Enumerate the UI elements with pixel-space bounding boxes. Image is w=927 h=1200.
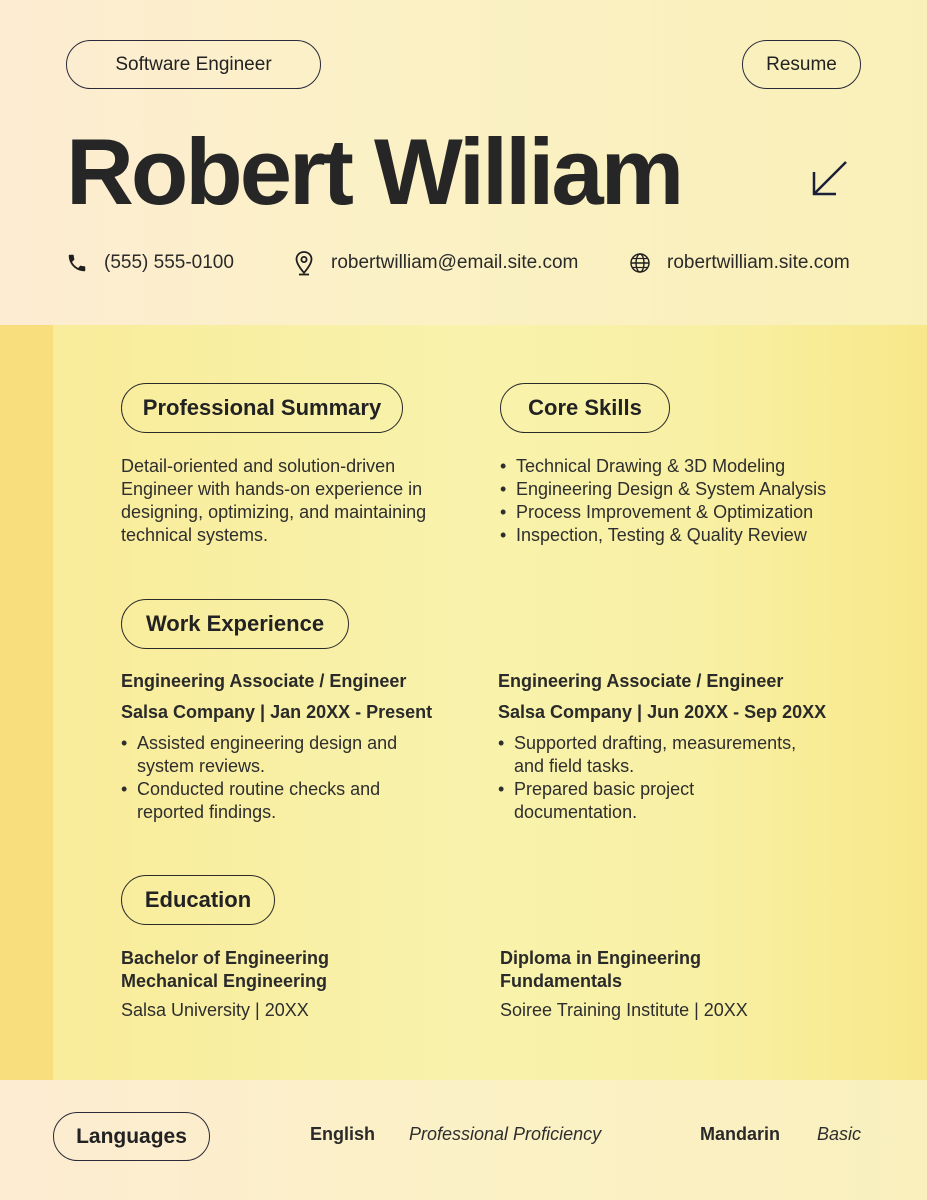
degree-line: Mechanical Engineering: [121, 971, 328, 991]
list-item: • Inspection, Testing & Quality Review: [499, 524, 859, 547]
degree-line: Diploma in Engineering: [500, 948, 702, 968]
skills-heading: Core Skills: [500, 383, 670, 433]
list-item: • Engineering Design & System Analysis: [499, 478, 859, 501]
list-item: • Technical Drawing & 3D Modeling: [499, 455, 859, 478]
education-school: Soiree Training Institute | 20XX: [500, 1000, 748, 1020]
contact-phone: [66, 248, 234, 278]
candidate-name: Robert William: [66, 119, 682, 224]
list-item: • Supported drafting, measurements, and field tasks.: [497, 732, 797, 778]
job-company: Salsa Company | Jun 20XX - Sep 20XX: [498, 702, 827, 722]
location-pin-icon: [293, 250, 315, 276]
phone-text: (555) 555-0100: [104, 252, 234, 273]
job-title: Engineering Associate / Engineer: [121, 671, 407, 691]
degree-line: Fundamentals: [500, 971, 623, 991]
arrow-down-left-icon: [808, 158, 850, 200]
list-item: • Prepared basic project documentation.: [497, 778, 797, 824]
degree-line: Bachelor of Engineering: [121, 948, 330, 968]
content-band-edge: [0, 325, 53, 1080]
website-text: robertwilliam.site.com: [667, 252, 850, 273]
resume-label-pill: Resume: [742, 40, 861, 89]
list-item: • Assisted engineering design and system reviews.: [120, 732, 400, 778]
role-pill: Software Engineer: [66, 40, 321, 89]
list-item: • Process Improvement & Optimization: [499, 501, 859, 524]
summary-heading: Professional Summary: [121, 383, 403, 433]
email-text: robertwilliam@email.site.com: [331, 252, 579, 273]
job-title: Engineering Associate / Engineer: [498, 671, 784, 691]
language-level: Basic: [817, 1124, 862, 1144]
language-name: Mandarin: [700, 1124, 781, 1144]
contact-email: [293, 248, 578, 278]
job-bullets: [120, 732, 400, 824]
education-heading: Education: [121, 875, 275, 925]
language-level: Professional Proficiency: [409, 1124, 602, 1144]
list-item: • Conducted routine checks and reported findings.: [120, 778, 400, 824]
experience-heading: Work Experience: [121, 599, 349, 649]
contact-website: [629, 248, 850, 278]
education-degree: [121, 947, 421, 993]
summary-text: Detail-oriented and solution-driven Engineer with hands-on experience in designing, optimizing, and maintaining technical systems.: [121, 456, 427, 545]
language-name: English: [310, 1124, 376, 1144]
job-bullets: [497, 732, 797, 824]
skills-list: [499, 455, 859, 547]
languages-heading: Languages: [53, 1112, 210, 1161]
globe-icon: [629, 252, 651, 274]
education-degree: [500, 947, 800, 993]
education-school: Salsa University | 20XX: [121, 1000, 309, 1020]
phone-icon: [66, 252, 88, 274]
job-company: Salsa Company | Jan 20XX - Present: [121, 702, 433, 722]
